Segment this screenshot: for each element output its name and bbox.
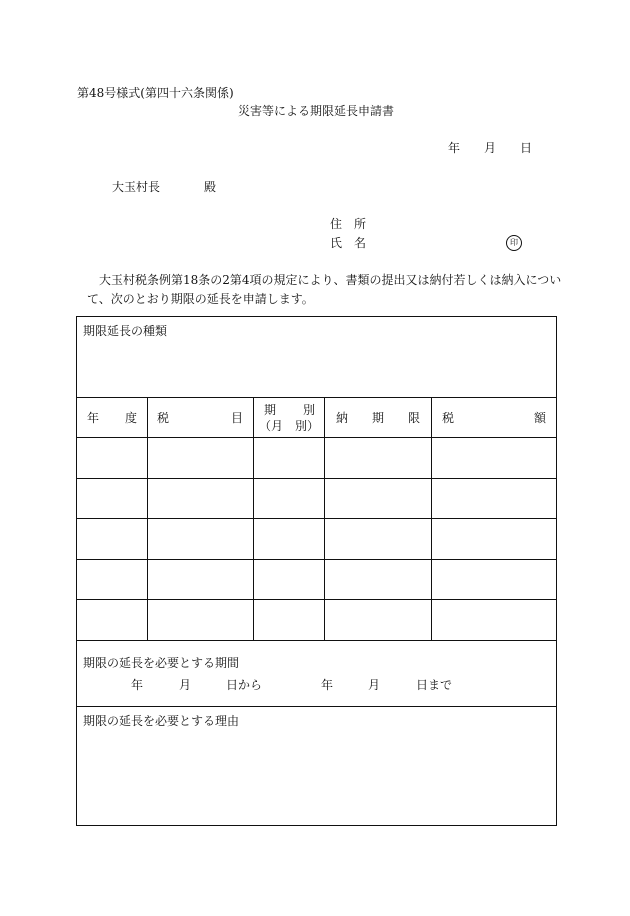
header-tax-amount xyxy=(442,411,546,425)
date-day-label: 日 xyxy=(520,141,533,155)
name-label: 氏 名 xyxy=(330,236,367,250)
table-column-divider xyxy=(253,397,254,640)
extension-period-label: 期限の延長を必要とする期間 xyxy=(83,656,240,670)
period-to-day: 日まで xyxy=(416,678,453,692)
body-text-line-2: て、次のとおり期限の延長を申請します。 xyxy=(87,292,314,306)
table-rule xyxy=(76,706,557,707)
header-fiscal-year xyxy=(87,411,137,425)
addressee-name: 大玉村長 xyxy=(112,180,161,194)
header-period-char: 別 xyxy=(302,403,315,417)
table-rule xyxy=(76,397,557,398)
body-text-line-1: 大玉村税条例第18条の2第4項の規定により、書類の提出又は納付若しくは納入につい xyxy=(99,273,562,287)
header-due-date-char: 納 xyxy=(336,411,349,425)
extension-reason-field[interactable] xyxy=(84,732,550,820)
extension-type-label: 期限延長の種類 xyxy=(83,324,168,338)
address-label: 住 所 xyxy=(330,217,367,231)
extension-reason-label: 期限の延長を必要とする理由 xyxy=(83,714,240,728)
addressee-honorific: 殿 xyxy=(204,180,217,194)
header-tax-amount-char: 税 xyxy=(442,411,455,425)
header-tax-item-char: 目 xyxy=(230,411,243,425)
header-due-date-char: 期 xyxy=(371,411,384,425)
header-period xyxy=(264,403,315,417)
header-tax-item xyxy=(157,411,243,425)
table-column-divider xyxy=(324,397,325,640)
period-from-year: 年 xyxy=(131,678,144,692)
header-tax-item-char: 税 xyxy=(157,411,170,425)
period-from-day: 日から xyxy=(226,678,263,692)
date-year-label: 年 xyxy=(448,141,461,155)
document-title: 災害等による期限延長申請書 xyxy=(238,104,395,118)
table-rule xyxy=(76,640,557,641)
period-to-year: 年 xyxy=(321,678,334,692)
header-period-month: （月 別） xyxy=(259,419,320,433)
period-from-month: 月 xyxy=(179,678,192,692)
table-column-divider xyxy=(431,397,432,640)
date-month-label: 月 xyxy=(484,141,497,155)
header-fiscal-year-char: 年 xyxy=(87,411,100,425)
header-due-date-char: 限 xyxy=(407,411,420,425)
table-rule xyxy=(76,559,557,560)
table-rule xyxy=(76,437,557,438)
table-rule xyxy=(76,599,557,600)
seal-mark-icon: 印 xyxy=(506,235,522,251)
table-rule xyxy=(76,518,557,519)
header-period-char: 期 xyxy=(264,403,277,417)
header-due-date xyxy=(336,411,420,425)
table-rule xyxy=(76,478,557,479)
header-tax-amount-char: 額 xyxy=(533,411,546,425)
table-column-divider xyxy=(147,397,148,640)
extension-type-field[interactable] xyxy=(84,342,550,392)
header-fiscal-year-char: 度 xyxy=(124,411,137,425)
period-to-month: 月 xyxy=(368,678,381,692)
form-number-label: 第48号様式(第四十六条関係) xyxy=(77,86,234,100)
